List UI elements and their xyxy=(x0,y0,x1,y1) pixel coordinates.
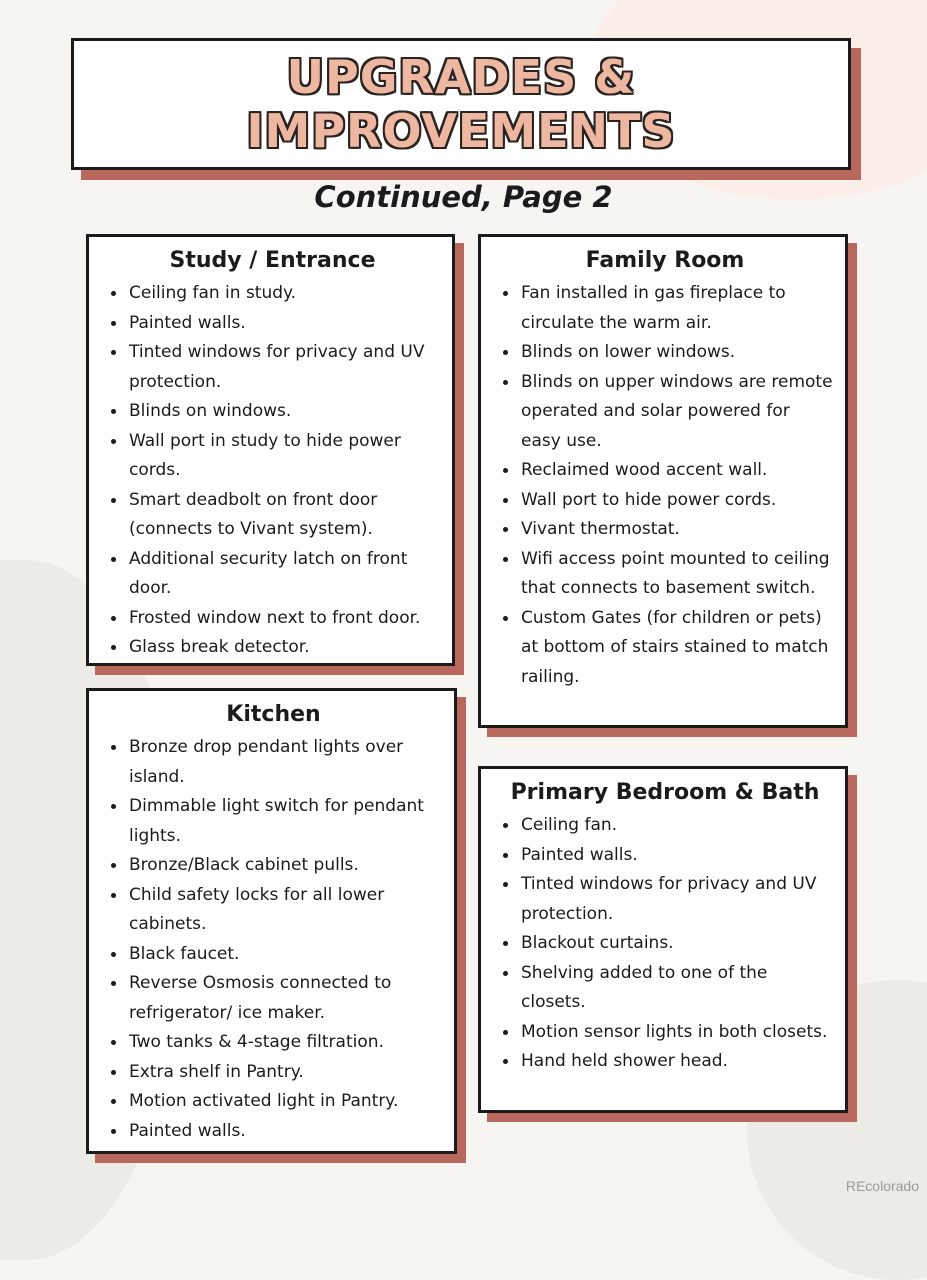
card-primary-bedroom-bath xyxy=(478,766,848,1113)
list-item: • Custom Gates (for children or pets) at bottom of stairs stained to match railing. xyxy=(519,604,833,693)
list-item: • Black faucet. xyxy=(127,940,442,970)
item-list xyxy=(105,733,442,1146)
list-item: • Ceiling fan. xyxy=(519,811,833,841)
page-title xyxy=(246,50,675,158)
list-item: • Motion activated light in Pantry. xyxy=(127,1087,442,1117)
list-item: • Two tanks & 4-stage filtration. xyxy=(127,1028,442,1058)
card-study-entrance xyxy=(86,234,455,666)
title-banner xyxy=(71,38,851,170)
watermark-text: REcolorado xyxy=(845,1178,919,1194)
list-item: • Vivant thermostat. xyxy=(519,515,833,545)
list-item: • Ceiling fan in study. xyxy=(127,279,440,309)
page-subtitle: Continued, Page 2 xyxy=(314,180,613,214)
list-item: • Tinted windows for privacy and UV protection. xyxy=(519,870,833,929)
card-heading: Kitchen xyxy=(226,702,321,727)
list-item: • Motion sensor lights in both closets. xyxy=(519,1018,833,1048)
list-item: • Reclaimed wood accent wall. xyxy=(519,456,833,486)
list-item: • Frosted window next to front door. xyxy=(127,604,440,634)
list-item: • Painted walls. xyxy=(127,309,440,339)
list-item: • Glass break detector. xyxy=(127,633,440,663)
list-item: • Blinds on upper windows are remote operated and solar powered for easy use. xyxy=(519,368,833,457)
item-list xyxy=(105,279,440,663)
list-item: • Blinds on windows. xyxy=(127,397,440,427)
list-item: • Child safety locks for all lower cabinets. xyxy=(127,881,442,940)
list-item: • Wifi access point mounted to ceiling that connects to basement switch. xyxy=(519,545,833,604)
item-list xyxy=(497,279,833,692)
list-item: • Bronze drop pendant lights over island. xyxy=(127,733,442,792)
list-item: • Shelving added to one of the closets. xyxy=(519,959,833,1018)
card-family-room xyxy=(478,234,848,728)
list-item: • Dimmable light switch for pendant lights. xyxy=(127,792,442,851)
list-item: • Extra shelf in Pantry. xyxy=(127,1058,442,1088)
list-item: • Fan installed in gas fireplace to circulate the warm air. xyxy=(519,279,833,338)
list-item: • Smart deadbolt on front door (connects to Vivant system). xyxy=(127,486,440,545)
list-item: • Tinted windows for privacy and UV protection. xyxy=(127,338,440,397)
list-item: • Painted walls. xyxy=(519,841,833,871)
title-line-2: IMPROVEMENTS xyxy=(246,104,676,158)
card-kitchen xyxy=(86,688,457,1154)
list-item: • Reverse Osmosis connected to refrigerator/ ice maker. xyxy=(127,969,442,1028)
list-item: • Wall port in study to hide power cords. xyxy=(127,427,440,486)
list-item: • Bronze/Black cabinet pulls. xyxy=(127,851,442,881)
card-heading: Family Room xyxy=(585,248,745,273)
card-heading: Study / Entrance xyxy=(169,248,376,273)
title-line-1: UPGRADES & xyxy=(286,50,636,104)
list-item: • Painted walls. xyxy=(127,1117,442,1147)
list-item: • Additional security latch on front door. xyxy=(127,545,440,604)
list-item: • Wall port to hide power cords. xyxy=(519,486,833,516)
list-item: • Hand held shower head. xyxy=(519,1047,833,1077)
card-heading: Primary Bedroom & Bath xyxy=(510,780,820,805)
item-list xyxy=(497,811,833,1077)
list-item: • Blackout curtains. xyxy=(519,929,833,959)
list-item: • Blinds on lower windows. xyxy=(519,338,833,368)
